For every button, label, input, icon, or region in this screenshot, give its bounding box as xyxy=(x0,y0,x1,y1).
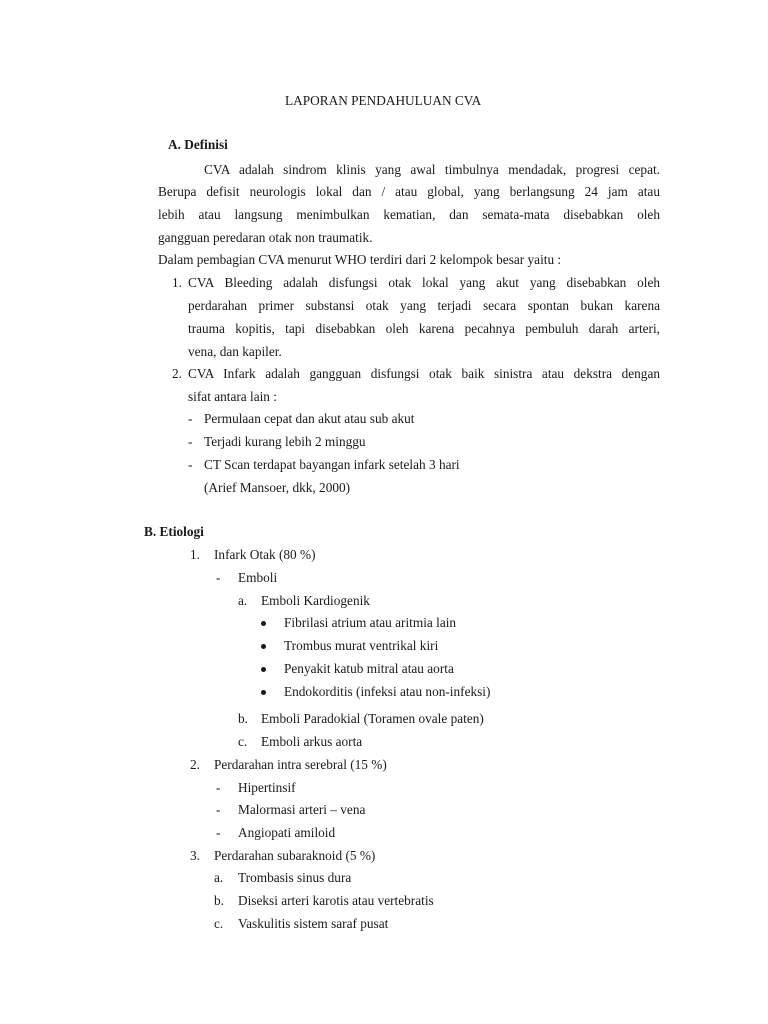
bullet-icon xyxy=(261,621,266,626)
sub-item: Trombasis sinus dura xyxy=(238,870,352,885)
list-item-text: vena, dan kapiler. xyxy=(188,344,282,359)
dash-item: Terjadi kurang lebih 2 minggu xyxy=(204,434,366,449)
list-item-text: Perdarahan subaraknoid (5 %) xyxy=(214,848,376,863)
dash-marker: - xyxy=(216,825,221,840)
sub-letter: c. xyxy=(214,916,224,931)
definition-line: lebih atau langsung menimbulkan kematian, dan semata-mata disebabkan oleh xyxy=(158,207,660,222)
sub-letter: b. xyxy=(238,711,248,726)
dash-item: Emboli xyxy=(238,570,278,585)
sub-letter: b. xyxy=(214,893,224,908)
sub-item: Emboli Kardiogenik xyxy=(261,593,370,608)
list-number: 1. xyxy=(190,547,200,562)
bullet-item: Endokorditis (infeksi atau non-infeksi) xyxy=(284,684,491,699)
sub-letter: a. xyxy=(238,593,248,608)
sub-item: Diseksi arteri karotis atau vertebratis xyxy=(238,893,434,908)
definition-line: CVA adalah sindrom klinis yang awal timbulnya mendadak, progresi cepat. xyxy=(204,162,660,177)
list-number: 1. xyxy=(172,275,182,290)
dash-marker: - xyxy=(188,411,193,426)
section-b-heading: B. Etiologi xyxy=(144,524,204,539)
bullet-icon xyxy=(261,690,266,695)
dash-item: CT Scan terdapat bayangan infark setelah 3 hari xyxy=(204,457,460,472)
list-number: 2. xyxy=(190,757,200,772)
list-item-text: perdarahan primer substansi otak yang terjadi secara spontan bukan karena xyxy=(188,298,660,313)
section-a-heading: A. Definisi xyxy=(168,137,228,152)
dash-marker: - xyxy=(216,802,221,817)
citation: (Arief Mansoer, dkk, 2000) xyxy=(204,480,351,495)
dash-item: Hipertinsif xyxy=(238,780,296,795)
list-item-text: CVA Bleeding adalah disfungsi otak lokal yang akut yang disebabkan oleh xyxy=(188,275,660,290)
bullet-item: Trombus murat ventrikal kiri xyxy=(284,638,439,653)
sub-item: Emboli Paradokial (Toramen ovale paten) xyxy=(261,711,484,726)
dash-item: Malormasi arteri – vena xyxy=(238,802,366,817)
sub-letter: a. xyxy=(214,870,224,885)
dash-marker: - xyxy=(188,434,193,449)
bullet-icon xyxy=(261,644,266,649)
dash-item: Permulaan cepat dan akut atau sub akut xyxy=(204,411,415,426)
classification-intro: Dalam pembagian CVA menurut WHO terdiri dari 2 kelompok besar yaitu : xyxy=(158,252,562,267)
list-item-text: Infark Otak (80 %) xyxy=(214,547,316,562)
dash-marker: - xyxy=(216,780,221,795)
bullet-item: Fibrilasi atrium atau aritmia lain xyxy=(284,615,457,630)
list-item-text: CVA Infark adalah gangguan disfungsi otak baik sinistra atau dekstra dengan xyxy=(188,366,660,381)
dash-marker: - xyxy=(216,570,221,585)
list-item-text: sifat antara lain : xyxy=(188,389,277,404)
dash-marker: - xyxy=(188,457,193,472)
sub-letter: c. xyxy=(238,734,248,749)
dash-item: Angiopati amiloid xyxy=(238,825,336,840)
definition-line: gangguan peredaran otak non traumatik. xyxy=(158,230,373,245)
list-number: 2. xyxy=(172,366,182,381)
list-item-text: Perdarahan intra serebral (15 %) xyxy=(214,757,387,772)
list-number: 3. xyxy=(190,848,200,863)
definition-line: Berupa defisit neurologis lokal dan / atau global, yang berlangsung 24 jam atau xyxy=(158,184,660,199)
list-item-text: trauma kopitis, tapi disebabkan oleh karena pecahnya pembuluh darah arteri, xyxy=(188,321,660,336)
page-title: LAPORAN PENDAHULUAN CVA xyxy=(285,93,482,108)
bullet-icon xyxy=(261,667,266,672)
bullet-item: Penyakit katub mitral atau aorta xyxy=(284,661,454,676)
sub-item: Vaskulitis sistem saraf pusat xyxy=(238,916,389,931)
sub-item: Emboli arkus aorta xyxy=(261,734,363,749)
